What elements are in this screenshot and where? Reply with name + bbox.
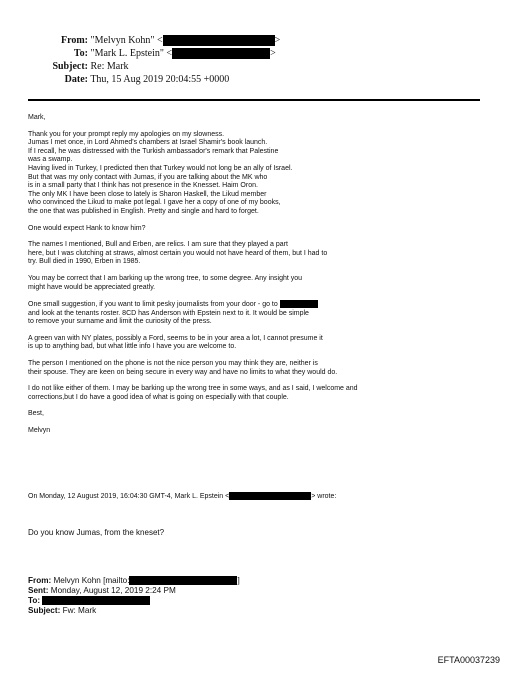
signature-name: Melvyn — [28, 426, 51, 434]
fwd-to-line — [28, 596, 240, 606]
body-paragraph: Thank you for your prompt reply my apologies on my slowness. Jumas I met once, in Lord Ahmed's chambers at Israel Shamir's book launch. If I recall, he was distressed with the Turkish ambassador's remark that Palestine was a swamp. Having lived in Turkey, I predicted then that Turkey would not long be an ally of Israel. But that was my only contact with Jumas, if you are talking about the MK who is in a small party that I think has not presence in the Knesset. Haim Oron. The only MK I have been close to lately is Sharon Haskell, the Likud member who convinced the Likud to make pot legal. I gave her a copy of one of my books, the one that was published in English. Pretty and single and hard to forget. — [28, 130, 293, 215]
body-paragraph: One would expect Hank to know him? — [28, 224, 146, 232]
fwd-sent-value: Monday, August 12, 2019 2:24 PM — [50, 586, 176, 595]
fwd-subject-value: Fw: Mark — [62, 606, 97, 615]
redaction-box — [229, 492, 311, 500]
header-subject-line — [32, 60, 129, 74]
suggestion-continuation: and look at the tenants roster. 8CD has Anderson with Epstein next to it. It would be simple to remove your surname and limit the curiosity of the press. — [28, 309, 309, 326]
fwd-from-line — [28, 576, 240, 586]
fwd-to-label: To: — [28, 596, 41, 605]
header-from-value: "Melvyn Kohn" < — [90, 35, 163, 46]
fwd-from-label: From: — [28, 576, 52, 585]
header-to-label: To: — [73, 48, 88, 59]
header-from-line — [44, 34, 280, 48]
body-paragraph: I do not like either of them. I may be barking up the wrong tree in some ways, and as I said, I welcome and corrections,but I do have a good idea of what is going on especially with that couple. — [28, 385, 358, 401]
wrote-suffix: > wrote: — [311, 492, 337, 500]
bates-number: EFTA00037239 — [437, 655, 500, 665]
fwd-subject-label: Subject: — [28, 606, 61, 615]
redaction-box — [42, 596, 150, 605]
header-divider — [28, 99, 480, 101]
fwd-sent-line — [28, 586, 240, 596]
suggestion-text: One small suggestion, if you want to limit pesky journalists from your door - go to — [28, 300, 278, 308]
body-paragraph: The person I mentioned on the phone is not the nice person you may think they are, neither is their spouse. They are keen on being secure in every way and have no limits to what they would do. — [28, 359, 338, 376]
body-paragraph: You may be correct that I am barking up the wrong tree, to some degree. Any insight you might have would be appreciated greatly. — [28, 274, 303, 291]
fwd-sent-label: Sent: — [28, 586, 49, 595]
header-subject-value: Re: Mark — [90, 61, 129, 72]
header-to-value: "Mark L. Epstein" < — [90, 48, 173, 59]
header-subject-label: Subject: — [52, 61, 88, 72]
body-paragraph: The names I mentioned, Bull and Erben, are relics. I am sure that they played a part here, but I was clutching at straws, almost certain you would not have heard of them, but I had to try. Bull died in 1990, Erben in 1985. — [28, 241, 328, 266]
redaction-box — [163, 35, 275, 46]
redaction-box — [280, 300, 318, 308]
header-from-close: > — [274, 35, 281, 46]
header-date-line — [44, 73, 229, 87]
header-date-value: Thu, 15 Aug 2019 20:04:55 +0000 — [90, 74, 230, 85]
suggestion-paragraph — [28, 300, 488, 327]
quoted-wrote-line — [28, 492, 336, 500]
header-from-label: From: — [60, 35, 88, 46]
header-to-close: > — [270, 48, 276, 59]
fwd-from-close: ] — [237, 576, 240, 585]
forwarded-header — [28, 576, 240, 616]
email-body — [28, 114, 488, 435]
greeting: Mark, — [28, 114, 46, 121]
redaction-box — [172, 48, 270, 59]
header-to-line — [44, 47, 276, 61]
redaction-box — [129, 576, 240, 585]
wrote-prefix: On Monday, 12 August 2019, 16:04:30 GMT-4, Mark L. Epstein < — [28, 492, 230, 500]
header-date-label: Date: — [64, 74, 88, 85]
sign-off: Best, — [28, 410, 44, 418]
quoted-question: Do you know Jumas, from the kneset? — [28, 528, 165, 537]
fwd-from-value: Melvyn Kohn [mailto: — [53, 576, 130, 585]
body-paragraph: A green van with NY plates, possibly a Ford, seems to be in your area a lot, I cannot presume it is up to anything bad, but what little info I have you are welcome to. — [28, 334, 323, 351]
fwd-subject-line — [28, 606, 240, 616]
